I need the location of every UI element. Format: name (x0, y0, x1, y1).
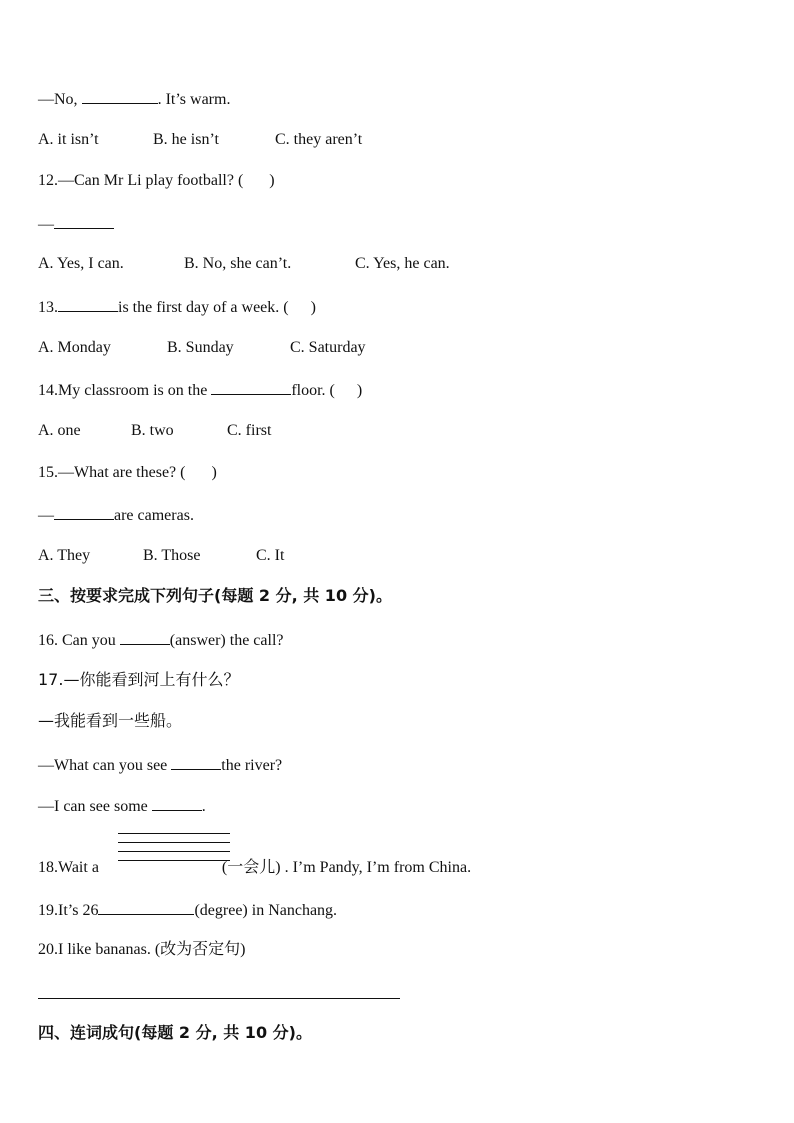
q16-line (38, 629, 284, 651)
q16-pre: 16. Can you (38, 632, 120, 649)
q12-option-c[interactable]: C. Yes, he can. (355, 255, 450, 272)
q12-blank[interactable] (54, 213, 114, 229)
q11-option-a[interactable]: A. it isn’t (38, 131, 99, 148)
q14-option-c[interactable]: C. first (227, 422, 272, 439)
q14-stem (38, 379, 362, 401)
q11-answer-post: . It’s warm. (157, 91, 231, 108)
q13-option-c[interactable]: C. Saturday (290, 339, 366, 356)
q15-option-a[interactable]: A. They (38, 547, 91, 564)
q15-options (38, 546, 284, 566)
q12-option-a[interactable]: A. Yes, I can. (38, 255, 124, 272)
q15-option-b[interactable]: B. Those (143, 547, 201, 564)
q13-options (38, 338, 366, 358)
q13-stem-text: is the first day of a week. ( (118, 299, 289, 316)
section4-heading: 四、连词成句(每题 2 分, 共 10 分)。 (38, 1023, 312, 1042)
q17-cn-question: 17.—你能看到河上有什么？ (38, 670, 240, 689)
q13-option-a[interactable]: A. Monday (38, 339, 111, 356)
q15-answer-pre: — (38, 507, 54, 524)
q17-en-answer (38, 795, 206, 817)
section3-heading: 三、按要求完成下列句子(每题 2 分, 共 10 分)。 (38, 586, 392, 605)
q17-en-answer-post: . (201, 798, 206, 815)
q16-post: (answer) the call? (169, 632, 284, 649)
q14-option-a[interactable]: A. one (38, 422, 81, 439)
q11-options (38, 130, 362, 150)
q19-blank[interactable] (98, 899, 194, 915)
q19-line (38, 899, 337, 921)
q17-en-question-post: the river? (221, 757, 283, 774)
q15-blank[interactable] (54, 504, 114, 520)
q18-post: (一会儿) . I’m Pandy, I’m from China. (221, 859, 472, 876)
q12-answer-line (38, 213, 114, 235)
q13-option-b[interactable]: B. Sunday (167, 339, 234, 356)
q12-answer-dash: — (38, 216, 54, 233)
q12-stem-text: 12.—Can Mr Li play football? ( (38, 172, 244, 189)
q13-stem (38, 296, 316, 318)
q14-blank[interactable] (211, 379, 291, 395)
q11-option-b[interactable]: B. he isn’t (153, 131, 219, 148)
q15-answer-post: are cameras. (114, 507, 194, 524)
q17-blank-2[interactable] (152, 795, 202, 811)
q11-answer-pre: —No, (38, 91, 82, 108)
q14-option-b[interactable]: B. two (131, 422, 174, 439)
q12-stem-close: ) (269, 172, 275, 189)
q14-stem-post: floor. ( (291, 382, 335, 399)
q19-pre: 19.It’s 26 (38, 902, 99, 919)
q11-option-c[interactable]: C. they aren’t (275, 131, 363, 148)
q17-en-question (38, 754, 282, 776)
q18-pre: 18.Wait a (38, 859, 103, 876)
q13-stem-close: ) (310, 299, 316, 316)
q14-stem-text: 14.My classroom is on the (38, 382, 212, 399)
q16-blank[interactable] (120, 629, 170, 645)
q13-blank[interactable] (58, 296, 118, 312)
q12-stem (38, 171, 275, 191)
q18-line (38, 858, 471, 878)
q17-en-answer-pre: —I can see some (38, 798, 152, 815)
q14-options (38, 421, 271, 441)
q19-post: (degree) in Nanchang. (194, 902, 338, 919)
q12-options (38, 254, 450, 274)
q15-stem (38, 463, 217, 483)
q15-stem-text: 15.—What are these? ( (38, 464, 186, 481)
q15-answer-line (38, 504, 194, 526)
q11-answer-line (38, 88, 230, 110)
q20-answer-line[interactable] (38, 998, 400, 999)
q17-en-question-pre: —What can you see (38, 757, 172, 774)
q17-blank-1[interactable] (171, 754, 221, 770)
q20-line: 20.I like bananas. (改为否定句) (38, 941, 246, 958)
q17-cn-answer: —我能看到一些船。 (38, 711, 183, 730)
q15-stem-close: ) (211, 464, 217, 481)
q13-number: 13. (38, 299, 58, 316)
q15-option-c[interactable]: C. It (256, 547, 285, 564)
q11-blank[interactable] (82, 88, 158, 104)
q14-stem-close: ) (356, 382, 363, 399)
q12-option-b[interactable]: B. No, she can’t. (184, 255, 292, 272)
